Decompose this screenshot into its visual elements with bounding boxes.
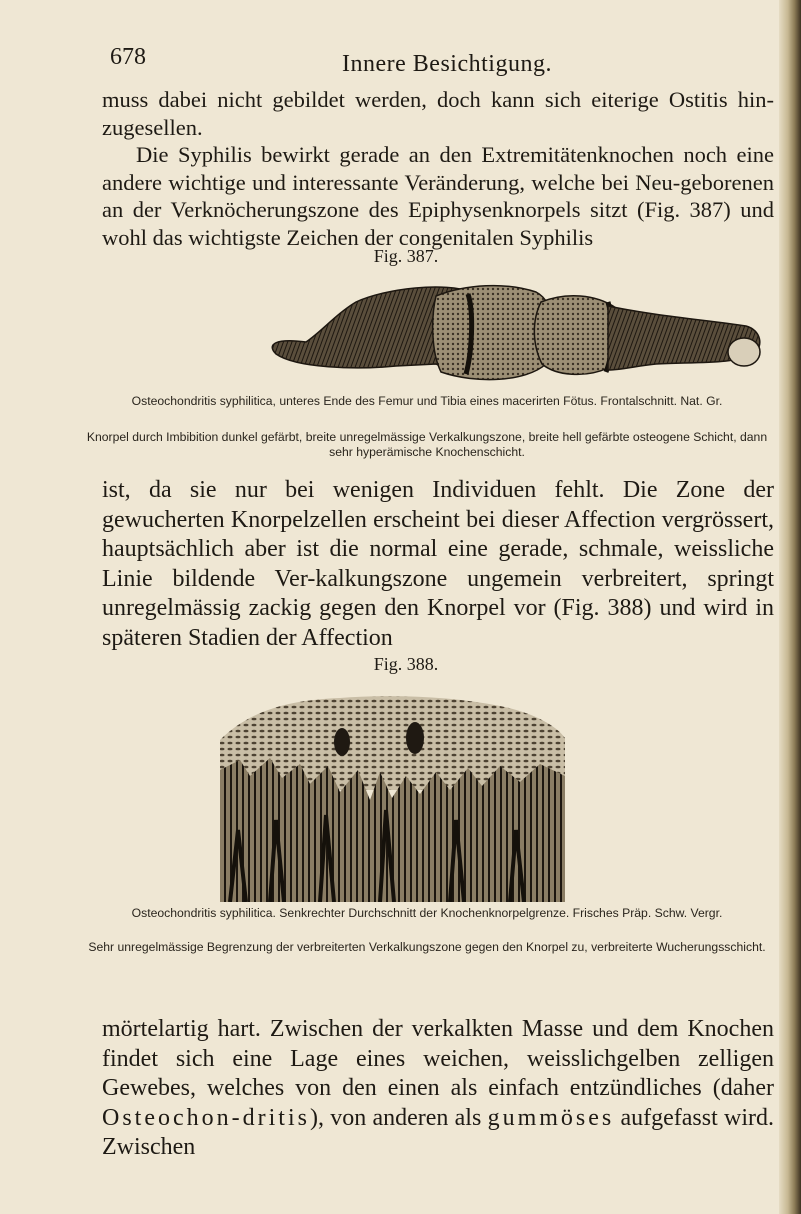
paragraph-text: mörtelartig hart. Zwischen der verkalkten Masse und dem Knochen findet sich eine Lage eines weichen, weisslichgelben zelligen Gewebes, welches von den einen als einfach entzündliches (daher: [102, 1016, 774, 1101]
paragraph-syphilis: Die Syphilis bewirkt gerade an den Extremitätenknochen noch eine andere wichtige und interessante Veränderung, welche bei Neu-geborenen an der Verknöcherungszone des Epiphysenknorpels sitzt (Fig. 387) und wohl das wichtigste Zeichen der congenitalen Syphilis: [102, 142, 774, 250]
running-head: Innere Besichtigung.: [342, 51, 552, 77]
page-header: [92, 38, 741, 78]
paragraph-knorpelzellen: ist, da sie nur bei wenigen Individuen fehlt. Die Zone der gewucherten Knorpelzellen erscheint bei dieser Affection vergrössert, hauptsächlich aber ist die normal eine gerade, schmale, weissliche Linie bildende Ver-kalkungszone ungemein verbreitert, springt unregelmässig zackig gegen den Knorpel vor (Fig. 388) und wird in späteren Stadien der Affection: [102, 477, 774, 651]
figure-387-caption-title: Osteochondritis syphilitica, unteres Ende des Femur und Tibia eines macerirten Fötus. Frontalschnitt. Nat. Gr.: [131, 394, 723, 408]
figure-387-caption-body: Knorpel durch Imbibition dunkel gefärbt, breite unregelmässige Verkalkungszone, breite hell gefärbte osteogene Schicht, dann sehr hyperämische Knochenschicht.: [86, 430, 768, 459]
figure-387-label: Fig. 387.: [373, 246, 439, 266]
term-gummoeses: gummöses: [487, 1104, 615, 1131]
paragraph-text: ), von anderen als: [309, 1104, 488, 1131]
page-edge-shadow: [779, 0, 801, 1214]
term-osteochondritis: Osteochon-dritis: [102, 1104, 310, 1131]
figure-388-caption-title: Osteochondritis syphilitica. Senkrechter Durchschnitt der Knochenknorpelgrenze. Frisches Präp. Schw. Vergr.: [131, 906, 723, 920]
figure-388-label: Fig. 388.: [373, 654, 439, 674]
figure-387-bone-illustration: [236, 272, 770, 390]
figure-388-micrograph-illustration: [210, 680, 570, 902]
paragraph-opening: [102, 86, 774, 251]
paragraph-ostitis: muss dabei nicht gebildet werden, doch kann sich eiterige Ostitis hin-zugesellen.: [102, 87, 774, 140]
paragraph-text: aufgefasst wird. Zwischen: [102, 1104, 774, 1160]
paragraph-moertelartig: [102, 1015, 774, 1163]
page-number: 678: [110, 44, 146, 70]
figure-388-caption-body: Sehr unregelmässige Begrenzung der verbreiterten Verkalkungszone gegen den Knorpel zu, verbreiterte Wucherungsschicht.: [88, 940, 766, 954]
